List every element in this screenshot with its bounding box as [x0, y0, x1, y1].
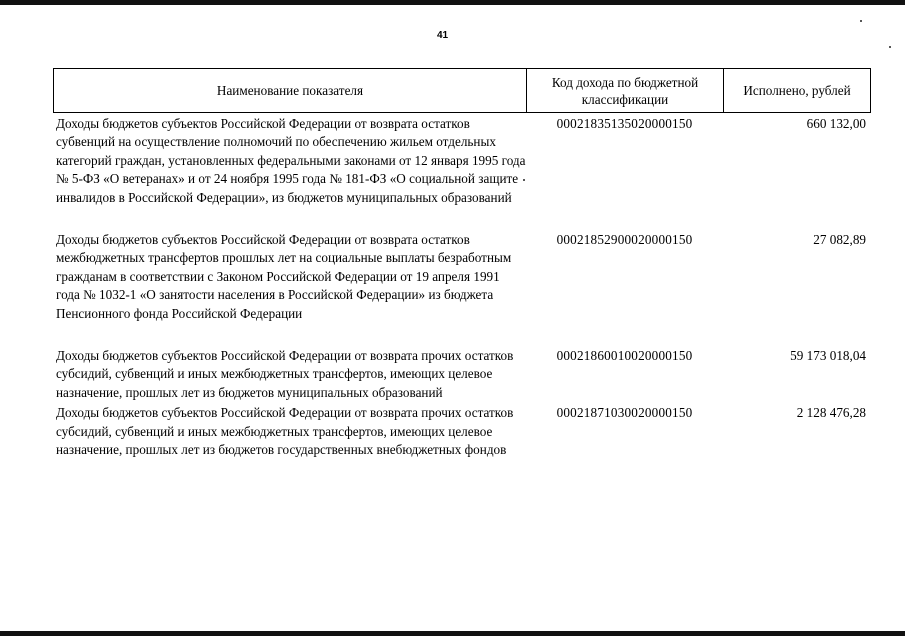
table-header	[53, 68, 871, 113]
row-indicator-name: Доходы бюджетов субъектов Российской Федерации от возврата прочих остатков субсидий, субвенций и иных межбюджетных трансфертов, имеющих целевое назначение, прошлых лет из бюджетов государственных внебюджетных фондов	[56, 405, 514, 458]
page-number: 41	[437, 30, 449, 41]
table-row	[53, 347, 871, 402]
header-executed-amount: Исполнено, рублей	[743, 83, 851, 98]
row-executed-amount: 59 173 018,04	[790, 348, 866, 364]
scan-speck	[889, 46, 891, 48]
row-executed-amount: 27 082,89	[813, 232, 866, 248]
table-row	[53, 404, 871, 459]
row-executed-amount: 660 132,00	[806, 116, 866, 131]
row-income-code: 00021852900020000150	[556, 232, 693, 248]
bottom-scan-border	[0, 631, 905, 636]
header-income-code: Код дохода по бюджетной классификации	[527, 69, 724, 112]
row-executed-amount: 2 128 476,28	[796, 405, 866, 421]
top-scan-border	[0, 0, 905, 5]
row-income-code: 00021835135020000150	[556, 116, 693, 131]
revenue-table	[53, 68, 871, 460]
table-row	[53, 115, 871, 207]
row-income-code: 00021860010020000150	[556, 348, 693, 364]
row-indicator-name: Доходы бюджетов субъектов Российской Федерации от возврата остатков субвенций на осуществление полномочий по обеспечению жильем отдельных категорий граждан, установленных федеральными законами от 12 января 1995 года № 5-ФЗ «О ветеранах» и от 24 ноября 1995 года № 181-ФЗ «О социальной защите инвалидов в Российской Федерации», из бюджетов муниципальных образований	[56, 116, 526, 205]
table-row	[53, 231, 871, 323]
header-indicator-name: Наименование показателя	[54, 69, 527, 112]
row-indicator-name: Доходы бюджетов субъектов Российской Федерации от возврата прочих остатков субсидий, субвенций и иных межбюджетных трансфертов, имеющих целевое назначение, прошлых лет из бюджетов муниципальных образований	[56, 348, 514, 400]
scan-speck	[860, 20, 862, 22]
row-indicator-name: Доходы бюджетов субъектов Российской Федерации от возврата остатков межбюджетных трансфертов прошлых лет на социальные выплаты безработным гражданам в соответствии с Законом Российской Федерации от 19 апреля 1991 года № 1032-1 «О занятости населения в Российской Федерации» из бюджета Пенсионного фонда Российской Федерации	[56, 232, 512, 321]
row-income-code: 00021871030020000150	[556, 405, 693, 421]
